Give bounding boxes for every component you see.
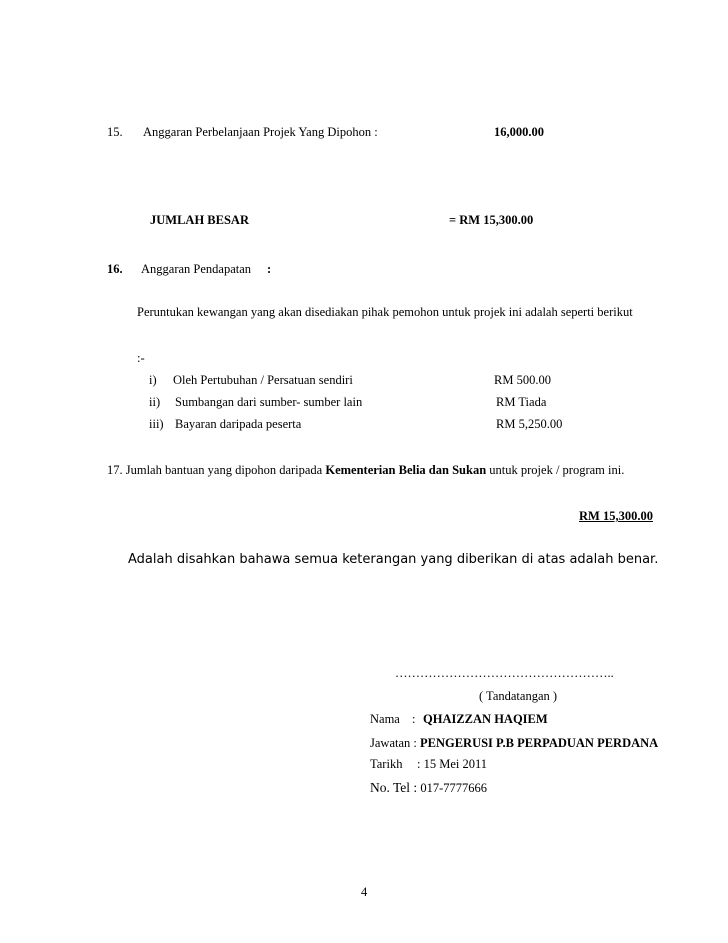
source-label: Sumbangan dari sumber- sumber lain — [175, 395, 363, 409]
source-amount: RM Tiada — [496, 395, 547, 409]
page-number: 4 — [361, 885, 368, 899]
phone-line — [370, 781, 487, 795]
source-index: i) — [149, 373, 157, 387]
position-line — [370, 737, 658, 750]
total-amount: = RM 15,300.00 — [449, 213, 534, 227]
declaration-text: Adalah disahkan bahawa semua keterangan yang diberikan di atas adalah benar. — [128, 552, 659, 567]
item17-ministry: Kementerian Belia dan Sukan — [325, 463, 487, 477]
item15-amount: 16,000.00 — [494, 125, 544, 139]
signature-line: …………………………………………….. — [395, 666, 614, 680]
source-index: ii) — [149, 395, 161, 409]
item17-text-after: untuk projek / program ini. — [489, 463, 625, 477]
item17-amount: RM 15,300.00 — [579, 509, 653, 523]
name-value: QHAIZZAN HAQIEM — [423, 712, 548, 726]
item17-number: 17. — [107, 463, 123, 477]
name-label: Nama — [370, 712, 400, 726]
item16-number: 16. — [107, 262, 123, 276]
item16-colon: : — [267, 262, 272, 276]
name-separator: : — [412, 712, 416, 726]
item16-intro: Peruntukan kewangan yang akan disediakan pihak pemohon untuk projek ini adalah seperti berikut — [137, 305, 633, 319]
phone-label: No. Tel : — [370, 780, 418, 795]
position-label: Jawatan : — [370, 736, 417, 750]
date-label: Tarikh — [370, 757, 403, 771]
source-amount: RM 5,250.00 — [496, 417, 563, 431]
item15-number: 15. — [107, 125, 123, 139]
source-index: iii) — [149, 417, 164, 431]
item15-label: Anggaran Perbelanjaan Projek Yang Dipohon : — [143, 125, 378, 139]
source-label: Oleh Pertubuhan / Persatuan sendiri — [173, 373, 353, 387]
date-value: : 15 Mei 2011 — [417, 757, 488, 771]
source-amount: RM 500.00 — [494, 373, 551, 387]
source-label: Bayaran daripada peserta — [175, 417, 302, 431]
position-value: PENGERUSI P.B PERPADUAN PERDANA — [419, 736, 659, 750]
signature-caption: ( Tandatangan ) — [479, 689, 558, 703]
item16-intro-cont: :- — [137, 351, 145, 365]
total-label: JUMLAH BESAR — [150, 213, 249, 227]
item17-text-before: Jumlah bantuan yang dipohon daripada — [125, 463, 323, 477]
phone-value: 017-7777666 — [420, 781, 487, 795]
item16-label: Anggaran Pendapatan — [141, 262, 252, 276]
item17-line — [107, 464, 624, 477]
